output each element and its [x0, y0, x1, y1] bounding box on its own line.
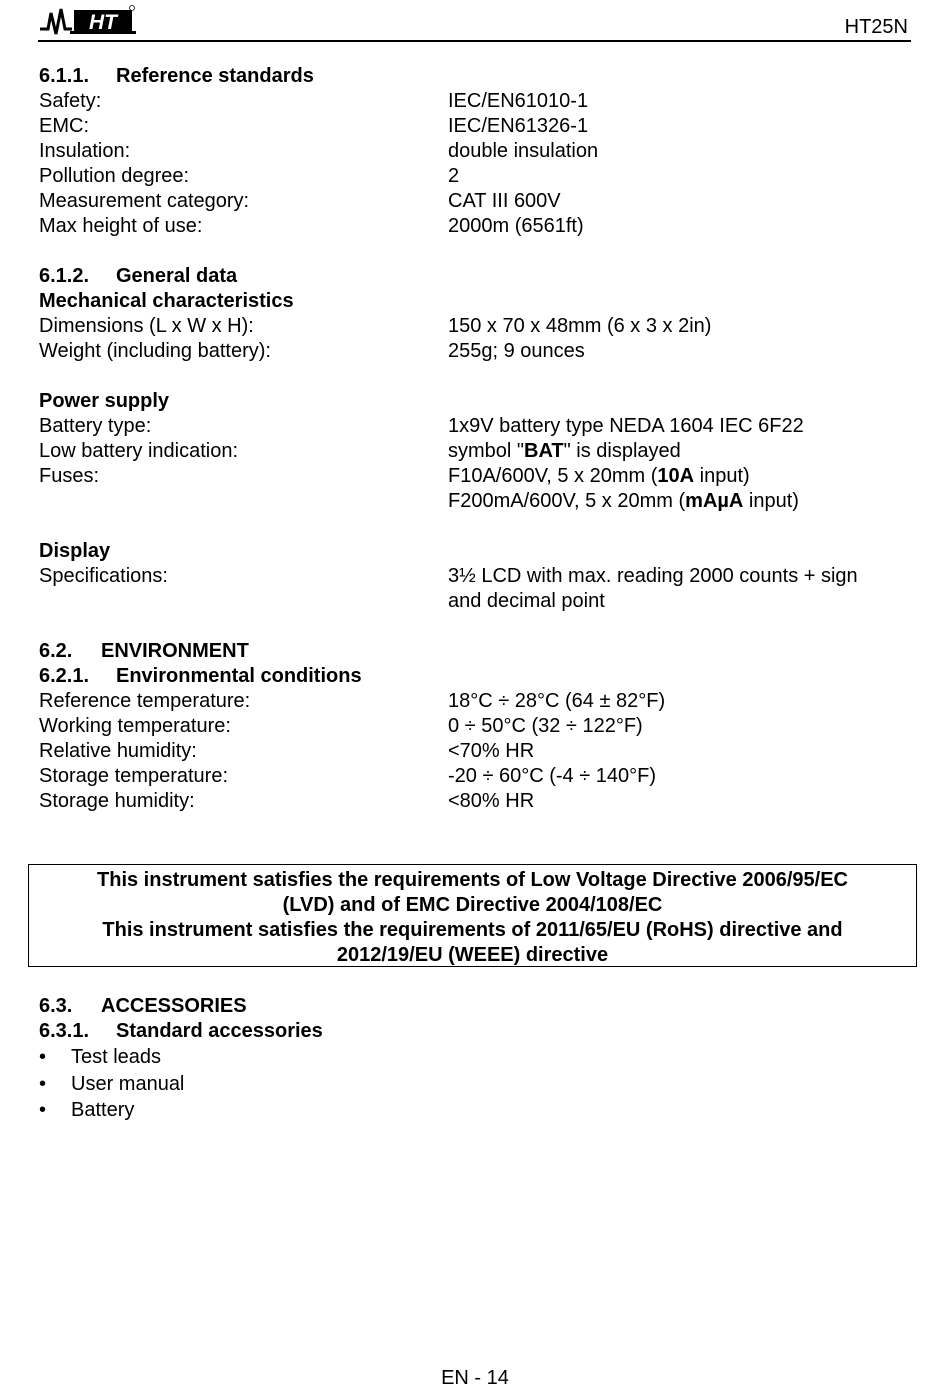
section-6-1-1-heading: 6.1.1. Reference standards [39, 65, 314, 87]
spec-row: Working temperature: 0 ÷ 50°C (32 ÷ 122°F) [39, 715, 643, 737]
spec-row: F200mA/600V, 5 x 20mm (mAµA input) [448, 490, 799, 512]
list-item: • Battery [39, 1099, 135, 1121]
logo-text: HT [89, 11, 117, 34]
display-heading: Display [39, 540, 111, 562]
spec-row: Pollution degree: 2 [39, 165, 460, 187]
spec-row: Insulation: double insulation [39, 140, 599, 162]
spec-row: Relative humidity: <70% HR [39, 740, 535, 762]
section-6-3-heading: 6.3. ACCESSORIES [39, 995, 247, 1017]
model-name: HT25N [844, 16, 908, 38]
spec-row: Storage temperature: -20 ÷ 60°C (-4 ÷ 140°F) [39, 765, 657, 787]
spec-row: Low battery indication: symbol "BAT" is displayed [39, 440, 681, 462]
section-6-3-1-heading: 6.3.1. Standard accessories [39, 1020, 323, 1042]
spec-row: Reference temperature: 18°C ÷ 28°C (64 ± 82°F) [39, 690, 666, 712]
mechanical-heading: Mechanical characteristics [39, 290, 294, 312]
notice-line: This instrument satisfies the requirements of Low Voltage Directive 2006/95/EC [97, 869, 848, 891]
ht-logo [38, 4, 136, 36]
bullet-icon: • [39, 1099, 47, 1121]
compliance-notice [28, 864, 917, 967]
notice-line: This instrument satisfies the requirements of 2011/65/EU (RoHS) directive and [102, 919, 843, 941]
notice-line: (LVD) and of EMC Directive 2004/108/EC [282, 894, 663, 916]
spec-row: Measurement category: CAT III 600V [39, 190, 561, 212]
spec-row: Max height of use: 2000m (6561ft) [39, 215, 584, 237]
section-6-2-1-heading: 6.2.1. Environmental conditions [39, 665, 362, 687]
spec-row: Storage humidity: <80% HR [39, 790, 535, 812]
section-6-2-heading: 6.2. ENVIRONMENT [39, 640, 249, 662]
header-rule [38, 40, 911, 42]
bullet-icon: • [39, 1072, 47, 1095]
accessories-section [39, 994, 919, 1124]
list-item: • User manual [39, 1072, 185, 1095]
spec-row: Weight (including battery): 255g; 9 ounces [39, 340, 585, 362]
spec-row: Specifications: 3½ LCD with max. reading 2000 counts + sign [39, 565, 858, 587]
bullet-icon: • [39, 1046, 47, 1068]
spec-row: Dimensions (L x W x H): 150 x 70 x 48mm (6 x 3 x 2in) [39, 315, 712, 337]
list-item: • Test leads [39, 1046, 162, 1068]
spec-row: Fuses: F10A/600V, 5 x 20mm (10A input) [39, 465, 750, 487]
spec-content [39, 64, 919, 814]
page-number: EN - 14 [441, 1367, 509, 1389]
spec-row: Battery type: 1x9V battery type NEDA 1604 IEC 6F22 [39, 415, 804, 437]
spec-row: and decimal point [448, 590, 605, 612]
section-6-1-2-heading: 6.1.2. General data [39, 265, 238, 287]
spec-row: EMC: IEC/EN61326-1 [39, 115, 589, 137]
power-supply-heading: Power supply [39, 390, 170, 412]
spec-row: Safety: IEC/EN61010-1 [39, 90, 589, 112]
notice-line: 2012/19/EU (WEEE) directive [336, 944, 609, 966]
